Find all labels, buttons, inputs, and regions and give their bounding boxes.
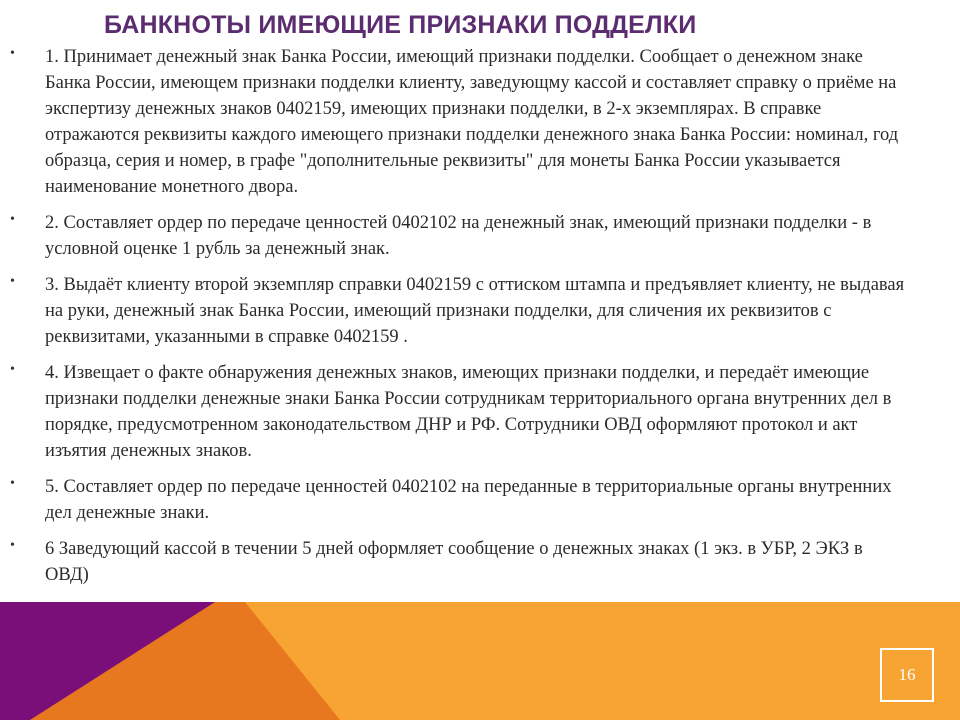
item-text: 5. Составляет ордер по передаче ценностей 0402102 на переданные в территориальные органы внутренних дел денежные знаки. [45,477,892,523]
page-number-box [880,648,934,702]
bullet-icon: • [10,362,15,377]
list-item [0,474,905,526]
list-item [0,272,905,350]
bullet-icon: • [10,212,15,227]
bullet-icon: • [10,46,15,61]
footer-shapes [0,602,960,720]
list-item [0,44,905,200]
bullet-list [0,44,960,598]
bullet-icon: • [10,274,15,289]
footer-decoration [0,602,960,720]
item-text: 4. Извещает о факте обнаружения денежных знаков, имеющих признаки подделки, и передаёт имеющие признаки подделки денежные знаки Банка России сотрудникам территориального органа внутренних дел в порядке, предусмотренном законодательством ДНР и РФ. Сотрудники ОВД оформляют протокол и акт изъятия денежных знаков. [45,363,892,461]
item-text: 1. Принимает денежный знак Банка России, имеющий признаки подделки. Сообщает о денежном знаке Банка России, имеющем признаки подделки клиенту, заведующму кассой и составляет справку о приёме на экспертизу денежных знаков 0402159, имеющих признаки подделки, в 2-х экземплярах. В справке отражаются реквизиты каждого имеющего признаки подделки денежного знака Банка России: номинал, год образца, серия и номер, в графе "дополнительные реквизиты" для монеты Банка России указывается наименование монетного двора. [45,47,899,197]
bullet-icon: • [10,538,15,553]
slide-title: БАНКНОТЫ ИМЕЮЩИЕ ПРИЗНАКИ ПОДДЕЛКИ [104,11,697,39]
list-item [0,536,905,588]
list-item [0,360,905,464]
list-item [0,210,905,262]
item-text: 3. Выдаёт клиенту второй экземпляр справки 0402159 с оттиском штампа и предъявляет клиенту, не выдавая на руки, денежный знак Банка России, имеющий признаки подделки, для сличения их реквизитов с реквизитами, указанными в справке 0402159 . [45,275,905,347]
item-text: 6 Заведующий кассой в течении 5 дней оформляет сообщение о денежных знаках (1 экз. в УБР, 2 ЭКЗ в ОВД) [45,539,863,585]
bullet-icon: • [10,476,15,491]
item-text: 2. Составляет ордер по передаче ценностей 0402102 на денежный знак, имеющий признаки подделки - в условной оценке 1 рубль за денежный знак. [45,213,872,259]
page-number: 16 [898,665,916,684]
